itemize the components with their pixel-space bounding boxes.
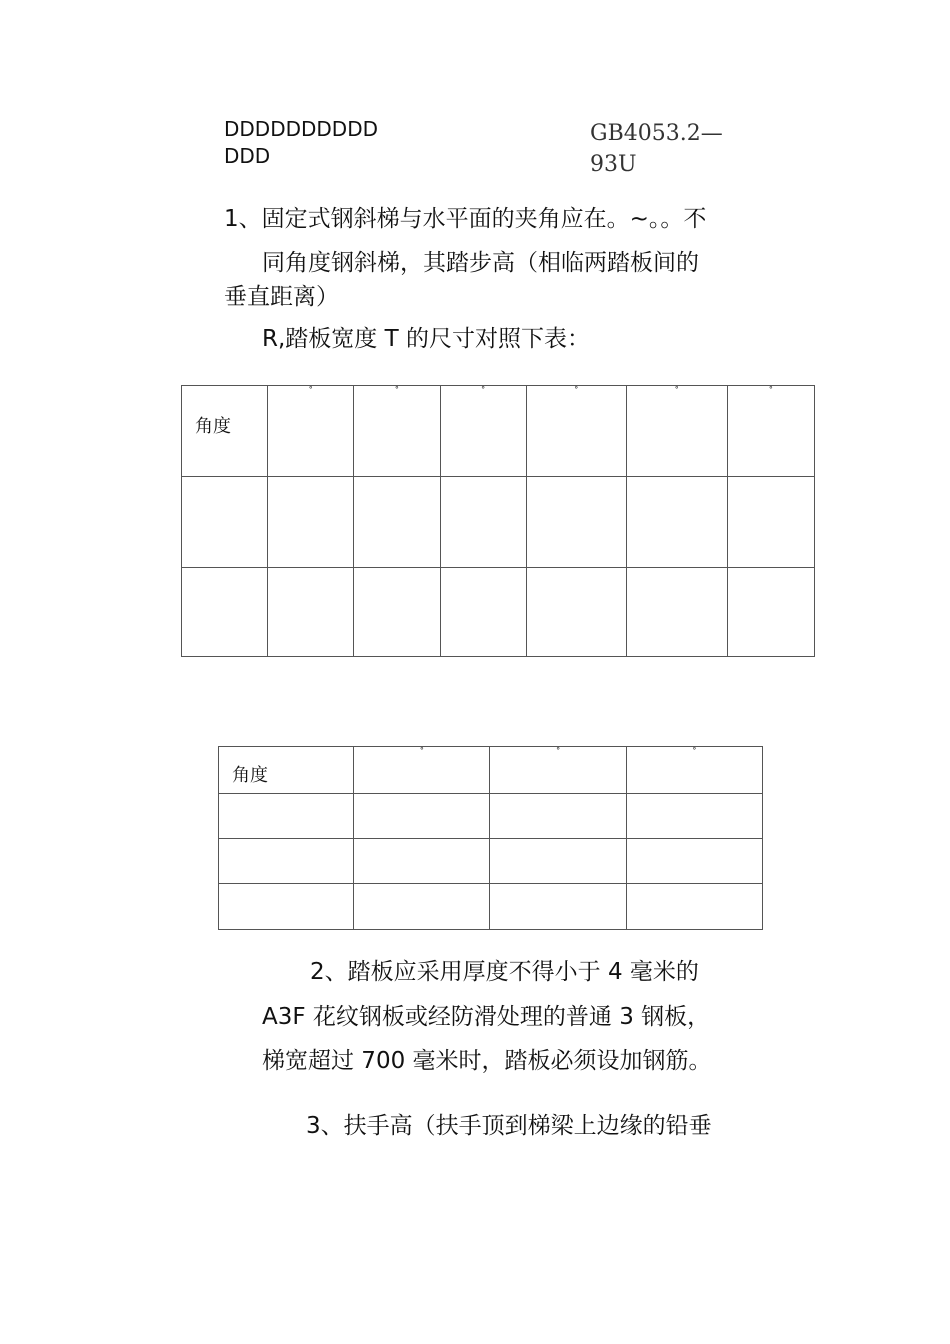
table-cell — [268, 568, 354, 657]
table-cell — [626, 884, 762, 930]
degree-mark: ° — [481, 385, 486, 394]
table-cell — [268, 477, 354, 568]
table-cell — [440, 477, 526, 568]
angle-header-label: 角度 — [232, 765, 268, 786]
table-cell — [354, 794, 490, 839]
table-cell — [440, 386, 526, 477]
degree-mark: ° — [674, 385, 679, 394]
table-cell — [626, 839, 762, 884]
table-cell — [354, 884, 490, 930]
table-row — [182, 477, 815, 568]
table-cell — [219, 794, 354, 839]
degree-mark: ° — [419, 746, 424, 755]
table-cell — [182, 477, 268, 568]
table-row — [219, 839, 763, 884]
standard-code — [590, 118, 770, 180]
paragraph-1-line1: 1、固定式钢斜梯与水平面的夹角应在。~。。不 — [224, 206, 707, 232]
paragraph-2-line1: 2、踏板应采用厚度不得小于 4 毫米的 — [310, 959, 699, 985]
table-cell — [626, 568, 727, 657]
table-cell — [490, 884, 626, 930]
header-left-line2: DDD — [224, 144, 271, 168]
table-cell — [727, 477, 814, 568]
paragraph-2-line2: A3F 花纹钢板或经防滑处理的普通 3 钢板， — [262, 1004, 711, 1030]
paragraph-1-line2: 同角度钢斜梯，其踏步高（相临两踏板间的 — [262, 250, 699, 276]
paragraph-3-line1: 3、扶手高（扶手顶到梯梁上边缘的铅垂 — [306, 1113, 712, 1139]
degree-mark: ° — [692, 746, 697, 755]
table-cell — [219, 839, 354, 884]
degree-mark: ° — [768, 385, 773, 394]
table-cell — [354, 839, 490, 884]
paragraph-2-line3: 梯宽超过 700 毫米时，踏板必须设加钢筋。 — [262, 1048, 712, 1074]
angle-header-label: 角度 — [195, 416, 231, 437]
table-cell — [354, 386, 440, 477]
table-row — [182, 568, 815, 657]
table-cell — [626, 477, 727, 568]
table-cell — [354, 477, 440, 568]
table-cell — [626, 747, 762, 794]
table-row — [219, 794, 763, 839]
table-cell — [727, 568, 814, 657]
table-row — [182, 386, 815, 477]
table-cell — [182, 386, 268, 477]
degree-mark: ° — [308, 385, 313, 394]
table-cell — [219, 747, 354, 794]
table-cell — [490, 839, 626, 884]
paragraph-1-line4: R,踏板宽度 T 的尺寸对照下表： — [262, 326, 590, 352]
table-cell — [526, 568, 626, 657]
table-cell — [490, 794, 626, 839]
table-cell — [354, 568, 440, 657]
degree-mark: ° — [394, 385, 399, 394]
degree-mark: ° — [574, 385, 579, 394]
table-cell — [440, 568, 526, 657]
table-cell — [626, 386, 727, 477]
standard-code-line1: GB4053.2— — [590, 121, 723, 146]
degree-mark: ° — [556, 746, 561, 755]
table-cell — [182, 568, 268, 657]
standard-code-line2: 93U — [590, 152, 637, 177]
paragraph-1-line3: 垂直距离） — [224, 284, 339, 310]
header-left-line1: DDDDDDDDDD — [224, 117, 379, 141]
table-cell — [526, 477, 626, 568]
table-cell — [727, 386, 814, 477]
step-size-table-1 — [181, 385, 815, 657]
step-size-table-2 — [218, 746, 763, 930]
table-cell — [268, 386, 354, 477]
table-cell — [626, 794, 762, 839]
table-cell — [354, 747, 490, 794]
table-row — [219, 747, 763, 794]
table-cell — [526, 386, 626, 477]
table-row — [219, 884, 763, 930]
table-cell — [490, 747, 626, 794]
table-cell — [219, 884, 354, 930]
header-left — [224, 116, 378, 170]
